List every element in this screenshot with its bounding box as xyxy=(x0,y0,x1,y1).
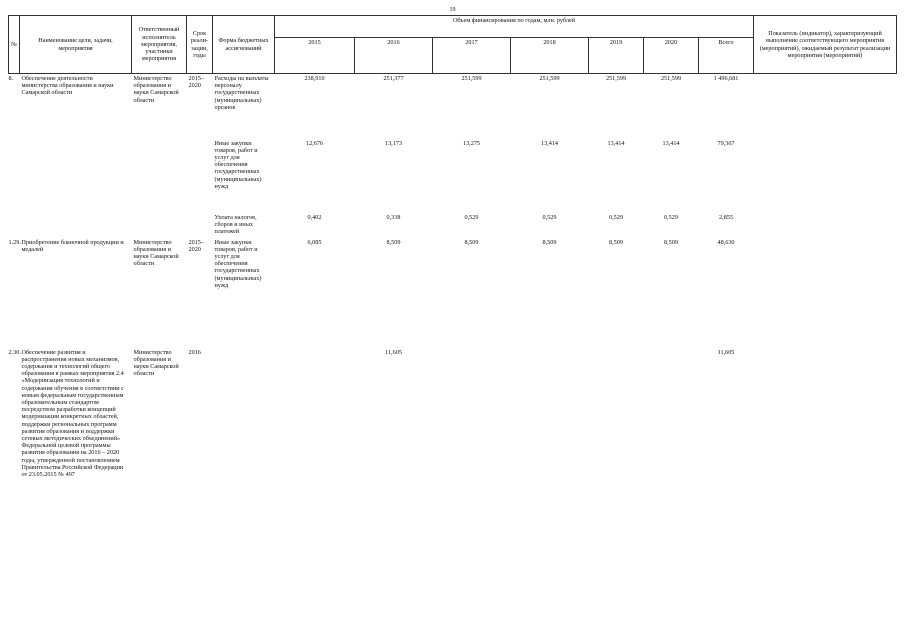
header-executor: Ответственный исполнитель мероприятия, участники мероприятия xyxy=(132,16,187,74)
row-value-2017: 13,275 xyxy=(462,139,480,147)
row-executor xyxy=(132,213,187,238)
table-row xyxy=(9,74,897,139)
row-name: Обеспечение деятельности министерства образования и науки Самарской области xyxy=(21,75,114,97)
row-indicator xyxy=(754,238,897,348)
row-value-2019: 251,599 xyxy=(605,75,627,82)
header-expense-form: Форма бюджетных ассигнований xyxy=(213,16,275,74)
header-financing: Объем финансирования по годам, млн. рублей xyxy=(275,16,754,38)
row-executor: Министерство образования и науки Самарской области xyxy=(133,348,179,378)
row-value-2017 xyxy=(433,348,511,548)
row-total: 2,855 xyxy=(719,213,733,221)
row-value-2015: 238,910 xyxy=(304,75,325,82)
row-value-2018: 13,414 xyxy=(540,139,558,147)
row-indicator xyxy=(754,74,897,139)
row-value-2020: 0,529 xyxy=(664,213,678,221)
row-form xyxy=(213,348,275,548)
row-value-2018 xyxy=(511,348,589,548)
row-period xyxy=(187,213,213,238)
row-value-2020: 8,509 xyxy=(664,238,678,246)
header-year-2019: 2019 xyxy=(589,38,644,74)
row-indicator xyxy=(754,348,897,548)
header-year-2017: 2017 xyxy=(433,38,511,74)
row-value-2016: 13,173 xyxy=(384,139,402,147)
row-value-2019 xyxy=(589,348,644,548)
row-executor: Министерство образования и науки Самарской области xyxy=(133,238,179,268)
header-year-2016: 2016 xyxy=(355,38,433,74)
table-row xyxy=(9,238,897,348)
row-value-2019: 8,509 xyxy=(609,238,623,246)
row-value-2020: 251,599 xyxy=(660,75,682,82)
row-executor xyxy=(132,139,187,213)
row-name xyxy=(20,139,132,213)
row-name: Обеспечение развития и распространения новых механизмов, содержания и технологий общего образования в рамках мероприятия 2.4 «Модернизация технологий и содержания обучения в соответствии с новым федеральным государственным образовательным стандартом посредством разработки концепций модернизации конкретных областей, поддержки региональных программ развития образования и поддержки сетевых методических объединений» Федеральной целевой программы развития образования на 2016 – 2020 годы, утвержденной постановлением Правительства Российской Федерации от 23.05.2015 № 497 xyxy=(21,348,124,478)
table-row xyxy=(9,139,897,213)
header-num: № xyxy=(9,16,20,74)
row-value-2019: 0,529 xyxy=(609,213,623,221)
row-value-2016: 8,509 xyxy=(386,238,401,246)
row-period: 2016 xyxy=(188,348,201,356)
header-total: Всего xyxy=(699,38,754,74)
row-name: Приобретение бланочной продукции и медалей xyxy=(21,238,124,253)
header-year-2020: 2020 xyxy=(644,38,699,74)
table-row xyxy=(9,213,897,238)
row-total: 1 496,681 xyxy=(713,75,739,82)
row-value-2020 xyxy=(644,348,699,548)
row-num: 1.29. xyxy=(8,238,21,246)
row-value-2018: 251,599 xyxy=(539,75,560,82)
row-executor: Министерство образования и науки Самарской области xyxy=(133,75,179,104)
table-row xyxy=(9,348,897,548)
row-num: 2.30. xyxy=(8,348,21,356)
row-indicator xyxy=(754,213,897,238)
row-value-2015: 12,676 xyxy=(305,139,323,147)
row-form: Уплата налогов, сборов и иных платежей xyxy=(214,213,257,235)
row-value-2016: 251,377 xyxy=(383,75,404,82)
row-period: 2015–2020 xyxy=(188,238,204,253)
row-period xyxy=(187,139,213,213)
row-value-2018: 0,529 xyxy=(542,213,557,221)
row-total: 11,605 xyxy=(717,348,735,356)
header-indicator: Показатель (индикатор), характеризующий выполнение соответствующего мероприятия (мероприятий), ожидаемый результат реализации мероприятия (мероприятий) xyxy=(754,16,897,74)
header-period: Срок реали-зации, годы xyxy=(187,16,213,74)
row-value-2019: 13,414 xyxy=(607,139,625,147)
financing-table xyxy=(8,15,897,548)
row-form: Иные закупки товаров, работ и услуг для обеспечения государственных (муниципальных) нужд xyxy=(214,238,262,289)
row-form: Расходы на выплаты персоналу государственных (муниципальных) органов xyxy=(214,75,269,111)
row-value-2017: 251,599 xyxy=(461,75,482,82)
header-name: Наименование цели, задачи, мероприятия xyxy=(20,16,132,74)
page-number: 19 xyxy=(449,7,456,13)
row-num xyxy=(9,139,20,213)
row-value-2015: 0,402 xyxy=(307,213,322,221)
row-total: 48,630 xyxy=(717,238,735,246)
row-value-2017: 0,529 xyxy=(464,213,479,221)
row-period: 2015–2020 xyxy=(188,75,204,90)
row-value-2020: 13,414 xyxy=(662,139,680,147)
row-value-2015: 6,085 xyxy=(307,238,322,246)
row-num: 8. xyxy=(8,75,14,82)
row-name xyxy=(20,213,132,238)
row-value-2016: 11,605 xyxy=(385,348,402,356)
row-num xyxy=(9,213,20,238)
header-year-2015: 2015 xyxy=(275,38,355,74)
row-value-2018: 8,509 xyxy=(542,238,557,246)
row-value-2017: 8,509 xyxy=(464,238,479,246)
header-year-2018: 2018 xyxy=(511,38,589,74)
row-value-2015 xyxy=(275,348,355,548)
row-total: 79,367 xyxy=(717,139,735,147)
row-indicator xyxy=(754,139,897,213)
row-value-2016: 0,338 xyxy=(386,213,401,221)
row-form: Иные закупки товаров, работ и услуг для обеспечения государственных (муниципальных) нужд xyxy=(214,139,262,190)
